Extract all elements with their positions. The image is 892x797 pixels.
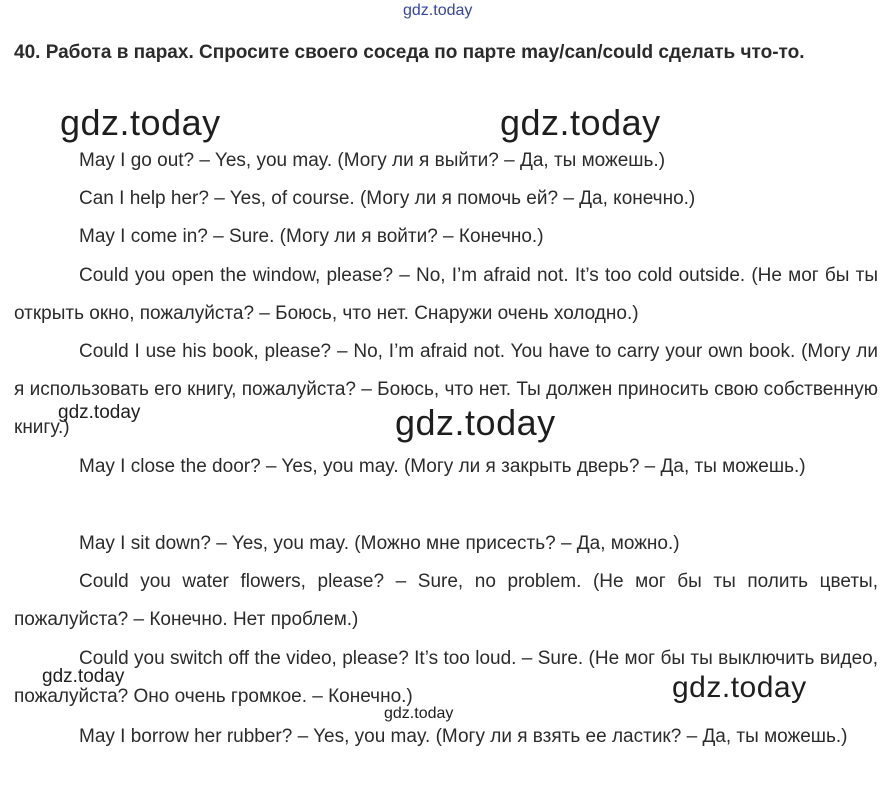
dialogue-line-1: May I go out? – Yes, you may. (Могу ли я выйти? – Да, ты можешь.)	[79, 150, 666, 171]
watermark-large-left: gdz.today	[60, 102, 221, 143]
dialogue-line-3: May I come in? – Sure. (Могу ли я войти? – Конечно.)	[79, 226, 544, 247]
watermark-lower-left: gdz.today	[42, 666, 125, 687]
watermark-small-center: gdz.today	[384, 705, 454, 722]
dialogue-line-8: Could you water flowers, please? – Sure, no problem. (Не мог бы ты полить цветы, пожалуйста? – Конечно. Нет проблем.)	[14, 571, 878, 630]
watermark-large-center: gdz.today	[395, 402, 556, 443]
dialogue-line-2: Can I help her? – Yes, of course. (Могу ли я помочь ей? – Да, конечно.)	[79, 188, 696, 209]
dialogue-line-6: May I close the door? – Yes, you may. (Могу ли я закрыть дверь? – Да, ты можешь.)	[79, 456, 806, 477]
exercise-heading: 40. Работа в парах. Спросите своего соседа по парте may/can/could сделать что-то.	[14, 42, 805, 63]
dialogue-line-9: Could you switch off the video, please? It’s too loud. – Sure. (Не мог бы ты выключить видео, пожалуйста? Оно очень громкое. – Конечно.)	[14, 648, 878, 707]
watermark-large-right: gdz.today	[500, 102, 661, 143]
dialogue-line-5: Could I use his book, please? – No, I’m afraid not. You have to carry your own book. (Могу ли я использовать его книгу, пожалуйста? – Боюсь, что нет. Ты должен приносить свою собственную книгу.)	[14, 341, 878, 438]
dialogue-line-7: May I sit down? – Yes, you may. (Можно мне присесть? – Да, можно.)	[79, 533, 680, 554]
watermark-lower-right: gdz.today	[672, 671, 807, 704]
watermark-top: gdz.today	[403, 2, 473, 19]
dialogue-line-10: May I borrow her rubber? – Yes, you may. (Могу ли я взять ее ластик? – Да, ты можешь.)	[79, 726, 848, 747]
dialogue-line-4: Could you open the window, please? – No, I’m afraid not. It’s too cold outside. (Не мог бы ты открыть окно, пожалуйста? – Боюсь, что нет. Снаружи очень холодно.)	[14, 265, 878, 324]
watermark-mid-left: gdz.today	[58, 402, 141, 423]
